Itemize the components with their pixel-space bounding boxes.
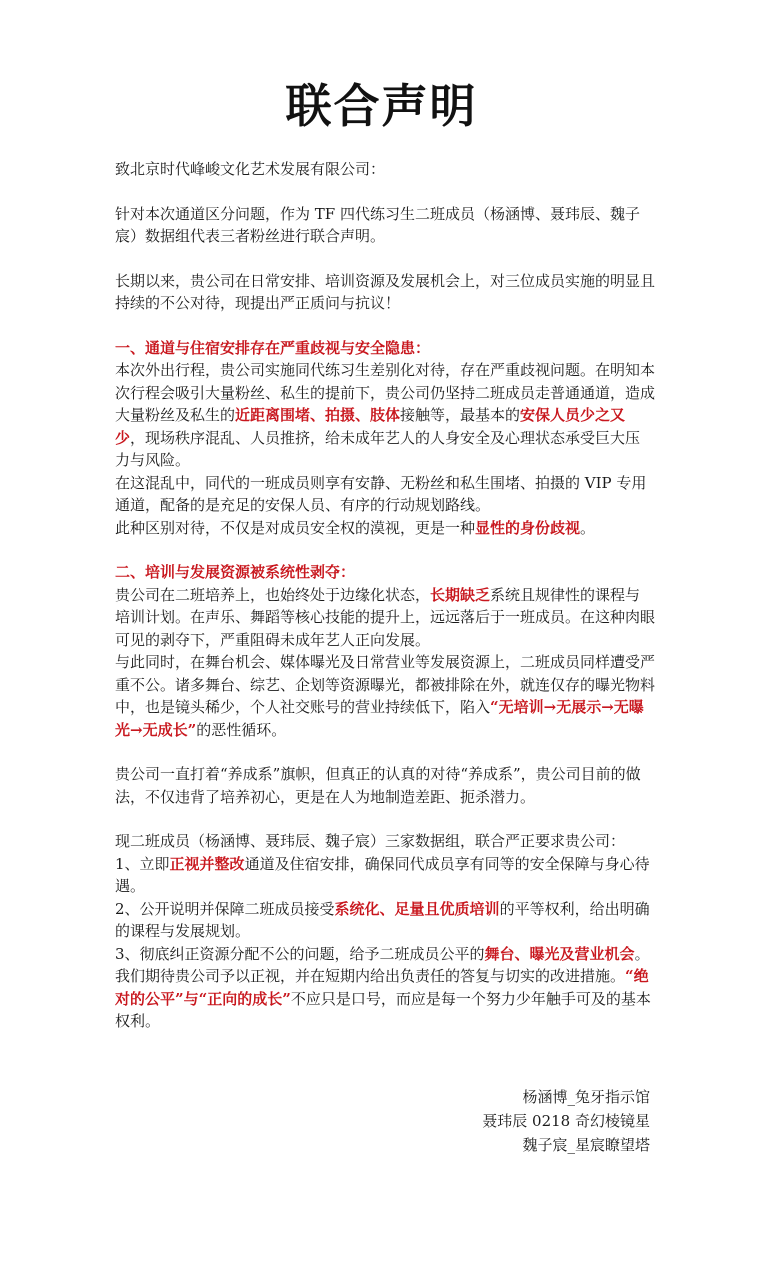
section1-paragraph-1: 本次外出行程，贵公司实施同代练习生差别化对待，存在严重歧视问题。在明知本次行程会吸引大量粉丝、私生的提前下，贵公司仍坚持二班成员走普通通道，造成大量粉丝及私生的近距离围堵、拍摄、肢体接触等，最基本的安保人员少之又少，现场秩序混乱、人员推挤，给未成年艺人的人身安全及心理状态承受巨大压力与风险。: [115, 361, 656, 469]
opening-paragraph: 长期以来，贵公司在日常安排、培训资源及发展机会上，对三位成员实施的明显且持续的不公对待，现提出严正质问与抗议！: [115, 271, 656, 312]
demand-item-2: 2、公开说明并保障二班成员接受系统化、足量且优质培训的平等权利，给出明确的课程与发展规划。: [115, 899, 650, 940]
demand-item-1: 1、立即正视并整改通道及住宿安排，确保同代成员享有同等的安全保障与身心待遇。: [115, 854, 650, 895]
section1-paragraph-2: 在这混乱中，同代的一班成员则享有安静、无粉丝和私生围堵、拍摄的 VIP 专用通道，配备的是充足的安保人员、有序的行动规划路线。: [115, 473, 647, 514]
summary-paragraph: 贵公司一直打着“养成系”旗帜，但真正的认真的对待“养成系”，贵公司目前的做法，不仅违背了培养初心，更是在人为地制造差距、扼杀潜力。: [115, 765, 641, 806]
section2-paragraph-2: 与此同时，在舞台机会、媒体曝光及日常营业等发展资源上，二班成员同样遭受严重不公。诸多舞台、综艺、企划等资源曝光，都被排除在外，就连仅存的曝光物料中，也是镜头稀少，个人社交账号的营业持续低下，陷入“无培训→无展示→无曝光→无成长”的恶性循环。: [115, 653, 656, 739]
signature-3: 魏子宸_星宸瞭望塔: [522, 1136, 650, 1154]
section2-heading: 二、培训与发展资源被系统性剥夺：: [115, 563, 356, 581]
addressee: 致北京时代峰峻文化艺术发展有限公司：: [115, 160, 386, 178]
demand-item-3: 3、彻底纠正资源分配不公的问题，给予二班成员公平的舞台、曝光及营业机会。: [115, 944, 650, 963]
demands-intro: 现二班成员（杨涵博、聂玮辰、魏子宸）三家数据组，联合严正要求贵公司：: [115, 832, 626, 850]
signature-1: 杨涵博_兔牙指示馆: [522, 1088, 650, 1106]
intro-paragraph: 针对本次通道区分问题，作为 TF 四代练习生二班成员（杨涵博、聂玮辰、魏子宸）数据组代表三者粉丝进行联合声明。: [115, 204, 640, 245]
section1-heading: 一、通道与住宿安排存在严重歧视与安全隐患：: [115, 338, 431, 357]
signature-2: 聂玮辰 0218 奇幻棱镜星: [482, 1112, 650, 1130]
section1-paragraph-3: 此种区别对待，不仅是对成员安全权的漠视，更是一种显性的身份歧视。: [115, 518, 596, 537]
section2-paragraph-1: 贵公司在二班培养上，也始终处于边缘化状态，长期缺乏系统且规律性的课程与培训计划。在声乐、舞蹈等核心技能的提升上，远远落后于一班成员。在这种肉眼可见的剥夺下，严重阻碍未成年艺人正向发展。: [115, 585, 656, 649]
signature-block: [482, 1085, 650, 1157]
statement-body: [115, 158, 655, 1033]
closing-paragraph: 我们期待贵公司予以正视，并在短期内给出负责任的答复与切实的改进措施。“绝对的公平”与“正向的成长”不应只是口号，而应是每一个努力少年触手可及的基本权利。: [115, 967, 651, 1030]
page-title: 联合声明: [285, 79, 478, 133]
